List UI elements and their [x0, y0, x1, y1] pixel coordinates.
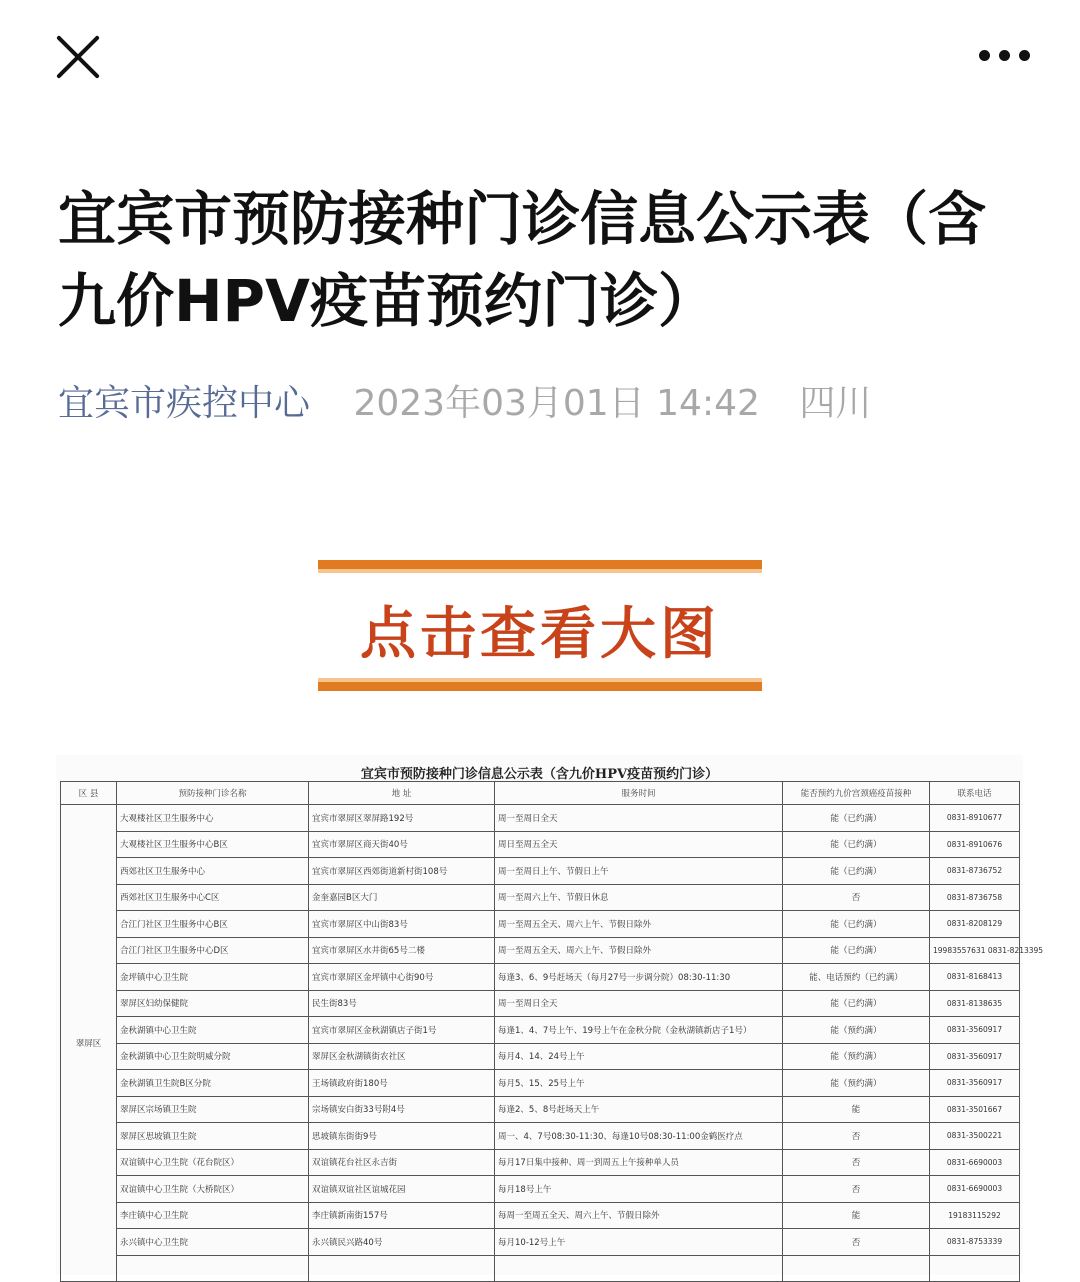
phone-cell: 0831-6690003 [930, 1149, 1020, 1176]
address-cell: 宗场镇安白街33号附4号 [309, 1096, 495, 1123]
service-hours-cell: 每逢2、5、8号赶场天上午 [495, 1096, 783, 1123]
service-hours-cell: 周一至周日全天 [495, 805, 783, 832]
table-caption: 宜宾市预防接种门诊信息公示表（含九价HPV疫苗预约门诊） [360, 767, 719, 782]
address-cell: 宜宾市翠屏区西郊街道新村街108号 [309, 858, 495, 885]
hpv-booking-cell: 能 [783, 1096, 930, 1123]
address-cell: 翠屏区金秋湖镇街农社区 [309, 1043, 495, 1070]
service-hours-cell: 周一至周六上午、节假日休息 [495, 884, 783, 911]
author-link[interactable]: 宜宾市疾控中心 [58, 383, 311, 424]
phone-cell: 0831-8208129 [930, 911, 1020, 938]
table-row [61, 805, 1020, 832]
hpv-booking-cell: 能（预约满） [783, 1043, 930, 1070]
address-cell: 李庄镇新南街157号 [309, 1202, 495, 1229]
table-row [61, 1176, 1020, 1203]
clinic-name-cell: 大观楼社区卫生服务中心B区 [117, 831, 309, 858]
table-row [61, 1255, 1020, 1282]
header-address: 地 址 [309, 782, 495, 805]
hpv-booking-cell: 能（预约满） [783, 1017, 930, 1044]
clinic-name-cell: 翠屏区妇幼保健院 [117, 990, 309, 1017]
service-hours-cell: 周一至周日全天 [495, 990, 783, 1017]
phone-cell: 0831-6690003 [930, 1176, 1020, 1203]
article-title: 宜宾市预防接种门诊信息公示表（含九价HPV疫苗预约门诊） [58, 185, 987, 335]
phone-cell: 19183115292 [930, 1202, 1020, 1229]
clinic-name-cell: 翠屏区思坡镇卫生院 [117, 1123, 309, 1150]
table-header-row [61, 782, 1020, 805]
address-cell: 宜宾市翠屏区金坪镇中心街90号 [309, 964, 495, 991]
phone-cell: 0831-8753339 [930, 1229, 1020, 1256]
hpv-booking-cell: 能 [783, 1202, 930, 1229]
hpv-booking-cell: 能、电话预约（已约满） [783, 964, 930, 991]
header-district: 区 县 [61, 782, 117, 805]
hpv-booking-cell: 否 [783, 1149, 930, 1176]
address-cell: 金奎嘉园B区大门 [309, 884, 495, 911]
table-row [61, 1070, 1020, 1097]
top-bar [0, 0, 1080, 120]
phone-cell: 19983557631 0831-8213395 [930, 937, 1020, 964]
hpv-booking-cell: 能（预约满） [783, 1070, 930, 1097]
service-hours-cell: 每月10-12号上午 [495, 1229, 783, 1256]
address-cell: 王场镇政府街180号 [309, 1070, 495, 1097]
service-hours-cell: 周一至周五全天、周六上午、节假日除外 [495, 937, 783, 964]
clinic-name-cell: 西郊社区卫生服务中心 [117, 858, 309, 885]
table-row [61, 1043, 1020, 1070]
hpv-booking-cell: 否 [783, 1176, 930, 1203]
table-row [61, 1017, 1020, 1044]
table-row [61, 1123, 1020, 1150]
clinic-name-cell: 合江门社区卫生服务中心B区 [117, 911, 309, 938]
service-hours-cell: 周一至周日上午、节假日上午 [495, 858, 783, 885]
hpv-booking-cell: 能（已约满） [783, 990, 930, 1017]
service-hours-cell: 每逢1、4、7号上午、19号上午在金秋分院（金秋湖镇新店子1号） [495, 1017, 783, 1044]
header-service-hours: 服务时间 [495, 782, 783, 805]
table-row [61, 1202, 1020, 1229]
service-hours-cell: 每月4、14、24号上午 [495, 1043, 783, 1070]
phone-cell [930, 1255, 1020, 1282]
clinic-name-cell: 金秋湖镇中心卫生院 [117, 1017, 309, 1044]
close-icon[interactable] [50, 30, 104, 84]
banner-bottom-rule [318, 682, 762, 691]
clinic-name-cell: 李庄镇中心卫生院 [117, 1202, 309, 1229]
service-hours-cell [495, 1255, 783, 1282]
hpv-booking-cell: 能（已约满） [783, 831, 930, 858]
phone-cell: 0831-8168413 [930, 964, 1020, 991]
hpv-booking-cell: 否 [783, 884, 930, 911]
phone-cell: 0831-3501667 [930, 1096, 1020, 1123]
table-row [61, 884, 1020, 911]
article-meta [58, 378, 871, 430]
address-cell: 双谊镇双谊社区谊城花园 [309, 1176, 495, 1203]
header-clinic-name: 预防接种门诊名称 [117, 782, 309, 805]
phone-cell: 0831-3560917 [930, 1070, 1020, 1097]
table-row [61, 858, 1020, 885]
table-row [61, 1096, 1020, 1123]
phone-cell: 0831-3500221 [930, 1123, 1020, 1150]
publish-date: 2023年03月01日 14:42 [353, 383, 760, 424]
address-cell [309, 1255, 495, 1282]
more-icon[interactable] [975, 48, 1035, 64]
table-row [61, 911, 1020, 938]
phone-cell: 0831-8910677 [930, 805, 1020, 832]
address-cell: 思坡镇东街街9号 [309, 1123, 495, 1150]
vaccination-table [60, 781, 1044, 1282]
clinic-name-cell: 翠屏区宗场镇卫生院 [117, 1096, 309, 1123]
service-hours-cell: 每月5、15、25号上午 [495, 1070, 783, 1097]
clinic-name-cell: 双谊镇中心卫生院（花台院区） [117, 1149, 309, 1176]
clinic-name-cell: 合江门社区卫生服务中心D区 [117, 937, 309, 964]
service-hours-cell: 周一至周五全天、周六上午、节假日除外 [495, 911, 783, 938]
clinic-name-cell: 永兴镇中心卫生院 [117, 1229, 309, 1256]
district-cell: 翠屏区 [61, 805, 117, 1282]
banner-text: 点击查看大图 [360, 602, 720, 667]
view-large-image-banner[interactable] [318, 560, 762, 694]
clinic-name-cell: 金坪镇中心卫生院 [117, 964, 309, 991]
phone-cell: 0831-8736758 [930, 884, 1020, 911]
clinic-name-cell: 金秋湖镇卫生院B区分院 [117, 1070, 309, 1097]
address-cell: 永兴镇民兴路40号 [309, 1229, 495, 1256]
phone-cell: 0831-8736752 [930, 858, 1020, 885]
hpv-booking-cell: 能（已约满） [783, 858, 930, 885]
clinic-name-cell: 西郊社区卫生服务中心C区 [117, 884, 309, 911]
address-cell: 宜宾市翠屏区商天街40号 [309, 831, 495, 858]
clinic-name-cell: 金秋湖镇中心卫生院明威分院 [117, 1043, 309, 1070]
hpv-booking-cell: 能（已约满） [783, 937, 930, 964]
table-row [61, 937, 1020, 964]
phone-cell: 0831-8910676 [930, 831, 1020, 858]
clinic-name-cell: 双谊镇中心卫生院（大桥院区） [117, 1176, 309, 1203]
service-hours-cell: 周日至周五全天 [495, 831, 783, 858]
service-hours-cell: 每逢3、6、9号赶场天（每月27号一步调分院）08:30-11:30 [495, 964, 783, 991]
service-hours-cell: 每月17日集中接种、周一到周五上午接种单人员 [495, 1149, 783, 1176]
phone-cell: 0831-3560917 [930, 1017, 1020, 1044]
clinic-name-cell [117, 1255, 309, 1282]
hpv-booking-cell: 能（已约满） [783, 805, 930, 832]
address-cell: 宜宾市翠屏区中山街83号 [309, 911, 495, 938]
header-hpv-booking: 能否预约九价宫颈癌疫苗接种 [783, 782, 930, 805]
table-row [61, 990, 1020, 1017]
service-hours-cell: 每月18号上午 [495, 1176, 783, 1203]
address-cell: 宜宾市翠屏区水井街65号二楼 [309, 937, 495, 964]
service-hours-cell: 周一、4、7号08:30-11:30、每逢10号08:30-11:00金鹤医疗点 [495, 1123, 783, 1150]
clinic-name-cell: 大观楼社区卫生服务中心 [117, 805, 309, 832]
table-row [61, 831, 1020, 858]
table-row [61, 1229, 1020, 1256]
address-cell: 民生街83号 [309, 990, 495, 1017]
address-cell: 宜宾市翠屏区翠屏路192号 [309, 805, 495, 832]
table-body [61, 805, 1044, 1282]
phone-cell: 0831-3560917 [930, 1043, 1020, 1070]
table-row [61, 1149, 1020, 1176]
table-row [61, 964, 1020, 991]
address-cell: 宜宾市翠屏区金秋湖镇店子街1号 [309, 1017, 495, 1044]
phone-cell: 0831-8138635 [930, 990, 1020, 1017]
hpv-booking-cell: 否 [783, 1229, 930, 1256]
header-phone: 联系电话 [930, 782, 1020, 805]
ip-region: 四川 [799, 383, 872, 424]
vaccination-table-image[interactable] [56, 755, 1044, 1275]
hpv-booking-cell: 否 [783, 1123, 930, 1150]
hpv-booking-cell [783, 1255, 930, 1282]
hpv-booking-cell: 能（已约满） [783, 911, 930, 938]
address-cell: 双谊镇花台社区永吉街 [309, 1149, 495, 1176]
service-hours-cell: 每周一至周五全天、周六上午、节假日除外 [495, 1202, 783, 1229]
banner-top-rule [318, 560, 762, 569]
